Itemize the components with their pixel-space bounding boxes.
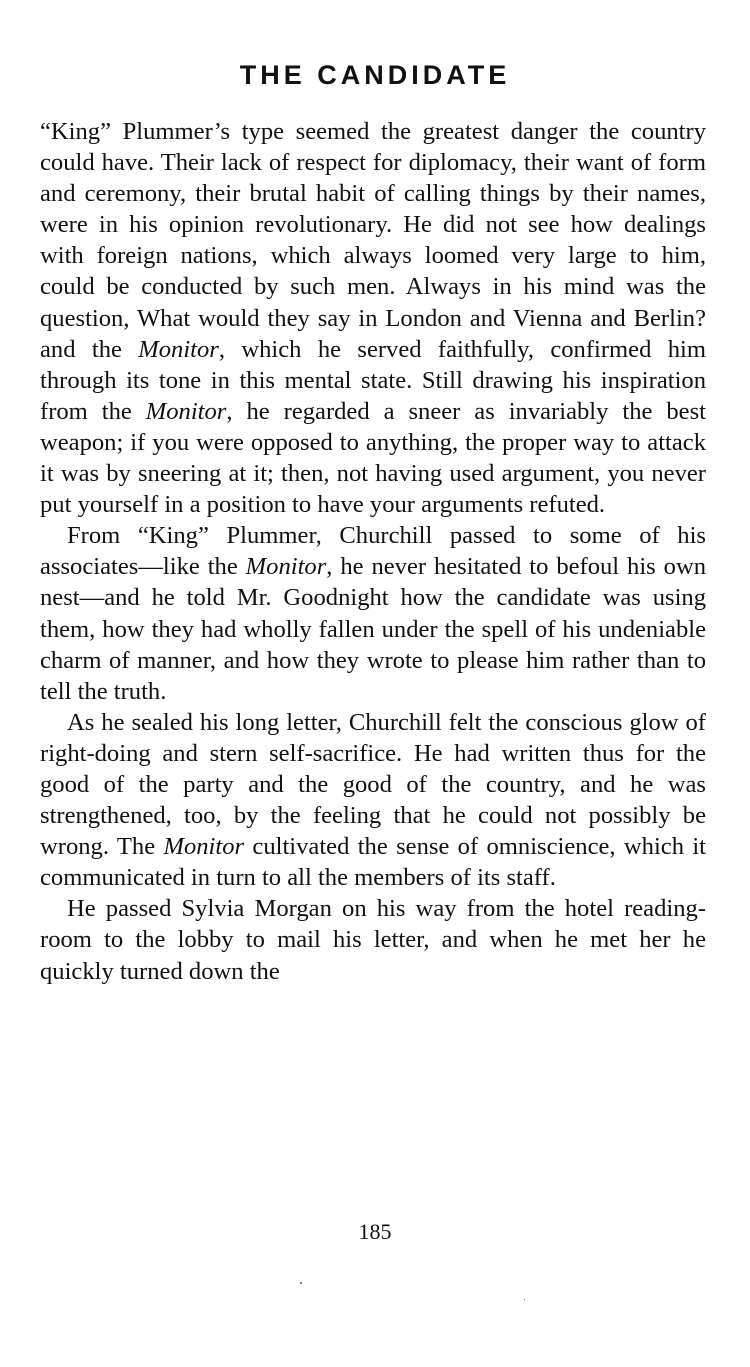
italic-title: Monitor [145,397,227,425]
scan-speck [524,1299,525,1300]
text-run: He passed Sylvia Morgan on his way from the hotel reading-room to the lobby to mail his letter, and when he met her he quickly turned down the [40,895,706,985]
paragraph [40,116,706,520]
running-head: THE CANDIDATE [239,60,511,90]
page-number: 185 [358,1219,392,1244]
paragraph [40,893,706,986]
text-run: , he regarded a sneer as invariably the best weapon; if you were opposed to anything, the proper way to attack it was by sneering at it; then, not having used argument, you never put yourself in a position to have your arguments refuted. [40,397,706,519]
text-run: cultivated the sense of omniscience, which it communicated in turn to all the members of its staff. [40,833,707,892]
italic-title: Monitor [163,833,245,861]
italic-title: Monitor [138,335,219,363]
italic-title: Monitor [245,553,327,581]
paragraph [40,520,706,707]
paragraph [40,707,706,894]
text-run: As he sealed his long letter, Churchill felt the conscious glow of right-doing and stern self-sacrifice. He had written thus for the good of the party and the good of the country, and he was strengthened, too, by the feeling that he could not possibly be wrong. The [40,708,706,861]
scan-speck [300,1282,302,1284]
text-run: From “King” Plummer, Churchill passed to some of his associates—like the [40,522,706,581]
body-text [40,116,706,987]
text-run: , which he served faithfully, confirmed him through its tone in this mental state. Still drawing his inspiration from the [40,335,706,425]
text-run: “King” Plummer’s type seemed the greatest danger the country could have. Their lack of respect for diplomacy, their want of form and ceremony, their brutal habit of calling things by their names, were in his opinion revolutionary. He did not see how dealings with foreign nations, which always loomed very large to him, could be conducted by such men. Always in his mind was the question, What would they say in London and Vienna and Berlin? and the [40,118,706,363]
text-run: , he never hesitated to befoul his own nest—and he told Mr. Goodnight how the candidate was using them, how they had wholly fallen under the spell of his undeniable charm of manner, and how they wrote to please him rather than to tell the truth. [40,553,707,705]
